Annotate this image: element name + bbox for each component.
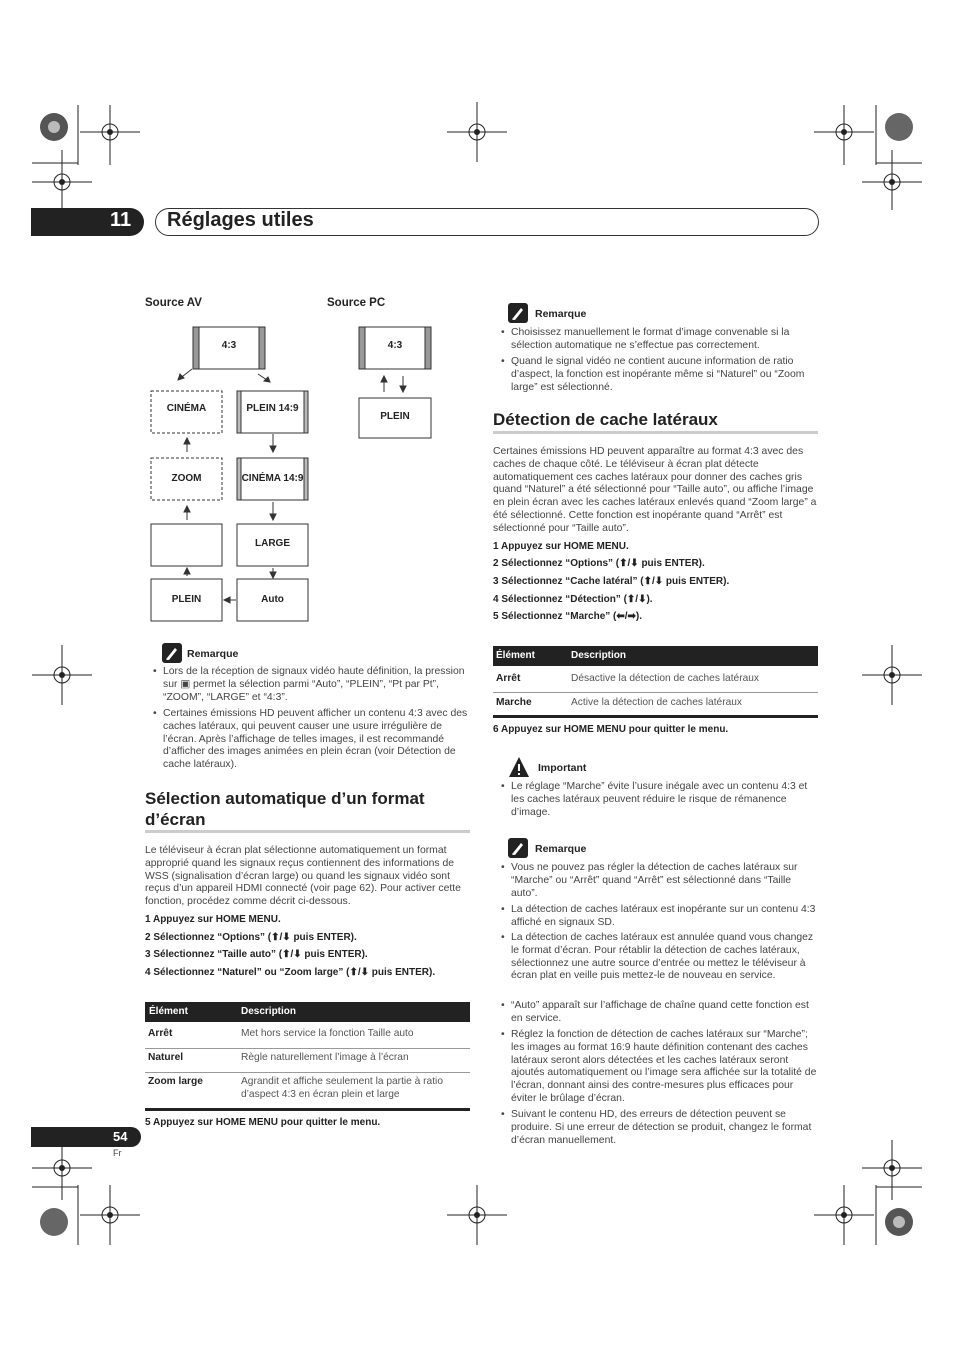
important-bullet-1: • Le réglage “Marche” évite l’usure inégale avec un contenu 4:3 et les caches latéraux peuvent réduire le risque de rémanence d’image. [511, 781, 817, 819]
av-box-auto: Auto [261, 594, 284, 605]
left-note-bullet-1: • Lors de la réception de signaux vidéo haute définition, la pression sur ▣ permet la sélection parmi “Auto”, “PLEIN”, “Pt par Pt”, “ZOOM”, “LARGE” et “4:3”. [163, 666, 468, 704]
pencil-icon [162, 643, 182, 663]
right-note-bottom-bullet-5: • Réglez la fonction de détection de caches latéraux sur “Marche”; les images au format 16:9 haute définition contenant des caches latéraux seront alors détectées et les caches latéraux seront ajoutés automatiquement ou l’image sera affichée sur la totalité de l’écran, donnant ainsi des contre-mesures plus efficaces pour éviter le brûlage d’écran. [511, 1029, 817, 1106]
cache-row-divider [493, 692, 818, 693]
auto-row-1-element: Arrêt [148, 1028, 173, 1039]
auto-row-divider [145, 1072, 470, 1073]
cache-table-header [493, 646, 818, 666]
auto-row-divider [145, 1048, 470, 1049]
source-pc-label: Source PC [327, 297, 386, 309]
auto-step-2: 2 Sélectionnez “Options” (⬆/⬇ puis ENTER). [145, 932, 357, 943]
source-av-label: Source AV [145, 297, 202, 309]
chapter-title: Réglages utiles [167, 209, 314, 231]
auto-table-header [145, 1002, 470, 1022]
pencil-icon [508, 303, 528, 323]
right-note-bottom-bullet-1: • Vous ne pouvez pas régler la détection de caches latéraux sur “Marche” ou “Arrêt” quand “Arrêt” est sélectionné dans “Taille auto”. [511, 862, 817, 900]
auto-table-bottom-rule [145, 1108, 470, 1111]
cache-table-bottom-rule [493, 715, 818, 718]
cache-row-1-description: Désactive la détection de caches latéraux [571, 673, 760, 684]
section-auto-intro: Le téléviseur à écran plat sélectionne automatiquement un format approprié quand les signaux reçus contiennent des informations de WSS (signalisation d’écran large) ou quand les signaux vidéo sont reçus d’un appareil HDMI connecté (voir page 62). Pour activer cette fonction, procédez comme décrit ci-dessous. [145, 845, 461, 908]
pc-box-plein: PLEIN [380, 411, 410, 422]
right-note-bottom-bullet-6: • Suivant le contenu HD, des erreurs de détection peuvent se produire. Si une erreur de détection se produit, changez le format d’écran manuellement. [511, 1109, 817, 1147]
auto-row-3-description: Agrandit et affiche seulement la partie à ratio d’aspect 4:3 en écran plein et large [241, 1076, 443, 1100]
section-auto-rule [145, 830, 470, 833]
auto-step-5: 5 Appuyez sur HOME MENU pour quitter le menu. [145, 1117, 381, 1128]
right-note-bottom-bullet-2: • La détection de caches latéraux est inopérante sur un contenu 4:3 affiché en signaux SD. [511, 904, 817, 930]
right-note-top-bullet-2: • Quand le signal vidéo ne contient aucune information de ratio d’aspect, la fonction est inopérante même si “Naturel” ou “Zoom large” est sélectionné. [511, 356, 816, 394]
left-note-heading: Remarque [187, 648, 239, 660]
auto-row-2-element: Naturel [148, 1052, 184, 1063]
cache-table-col-description: Description [571, 650, 627, 661]
auto-row-1-description: Met hors service la fonction Taille auto [241, 1028, 414, 1039]
av-box-plein-14-9: PLEIN 14:9 [246, 403, 299, 414]
language-code: Fr [113, 1148, 122, 1158]
right-note-bottom-heading: Remarque [535, 843, 587, 855]
right-note-top-heading: Remarque [535, 308, 587, 320]
auto-table-col-description: Description [241, 1006, 297, 1017]
auto-step-1: 1 Appuyez sur HOME MENU. [145, 914, 281, 925]
av-box-cinema: CINÉMA [166, 403, 207, 414]
cache-table-col-element: Élément [496, 650, 535, 661]
auto-row-3-element: Zoom large [148, 1076, 203, 1087]
important-icon [508, 756, 530, 778]
left-note-bullet-2: • Certaines émissions HD peuvent afficher un contenu 4:3 avec des caches latéraux, qui peuvent causer une usure irrégulière de l’écran. Après l’affichage de telles images, il est recommandé d’afficher des images animées en plein écran (voir Détection de cache latéraux). [163, 708, 468, 772]
av-box-plein: PLEIN [171, 594, 202, 605]
section-cache-heading: Détection de cache latéraux [493, 410, 718, 429]
auto-table-col-element: Élément [149, 1006, 188, 1017]
av-box-cinema-14-9: CINÉMA 14:9 [241, 473, 304, 484]
av-box-zoom: ZOOM [171, 473, 202, 484]
section-auto-heading: Sélection automatique d’un format d’écran [145, 789, 425, 829]
right-note-top-bullet-1: • Choisissez manuellement le format d’image convenable si la sélection automatique ne s’effectue pas correctement. [511, 327, 816, 353]
av-box-4-3: 4:3 [221, 340, 237, 351]
cache-step-3: 3 Sélectionnez “Cache latéral” (⬆/⬇ puis ENTER). [493, 576, 730, 587]
cache-row-1-element: Arrêt [496, 673, 521, 684]
cache-row-2-element: Marche [496, 697, 532, 708]
important-heading: Important [538, 762, 587, 774]
pencil-icon [508, 838, 528, 858]
cache-step-2: 2 Sélectionnez “Options” (⬆/⬇ puis ENTER). [493, 558, 705, 569]
auto-row-2-description: Règle naturellement l’image à l’écran [241, 1052, 409, 1063]
cache-step-1: 1 Appuyez sur HOME MENU. [493, 541, 629, 552]
cache-step-4: 4 Sélectionnez “Détection” (⬆/⬇). [493, 594, 653, 605]
cache-step-5: 5 Sélectionnez “Marche” (⬅/➡). [493, 611, 643, 622]
section-cache-intro: Certaines émissions HD peuvent apparaître au format 4:3 avec des caches de chaque côté. Le téléviseur à écran plat détecte automatiquement ces caches latéraux pour donner des caches gris quand “Naturel” a été sélectionné pour “Taille auto”, ou affiche l’image en plein écran avec les caches latéraux enlevés quand “Zoom large” a été sélectionné. Cette fonction est inopérante quand “Arrêt” est sélectionné pour “Taille auto”. [493, 446, 817, 534]
av-box-large: LARGE [255, 538, 290, 549]
right-note-bottom-bullet-4: • “Auto” apparaît sur l’affichage de chaîne quand cette fonction est en service. [511, 1000, 817, 1026]
right-note-bottom-bullet-3: • La détection de caches latéraux est annulée quand vous changez le format d’écran. Pour rétablir la détection de caches latéraux, sélectionnez une autre source d’entrée ou mettez le téléviseur à écran plat en veille puis mettez-le de nouveau en service. [511, 932, 817, 983]
cache-row-2-description: Active la détection de caches latéraux [571, 697, 743, 708]
page-number: 54 [113, 1129, 128, 1144]
cache-step-6: 6 Appuyez sur HOME MENU pour quitter le menu. [493, 724, 729, 735]
auto-step-4: 4 Sélectionnez “Naturel” ou “Zoom large” (⬆/⬇ puis ENTER). [145, 967, 436, 978]
section-cache-rule [493, 431, 818, 434]
auto-step-3: 3 Sélectionnez “Taille auto” (⬆/⬇ puis ENTER). [145, 949, 368, 960]
pc-box-4-3: 4:3 [387, 340, 403, 351]
chapter-number: 11 [110, 209, 132, 231]
